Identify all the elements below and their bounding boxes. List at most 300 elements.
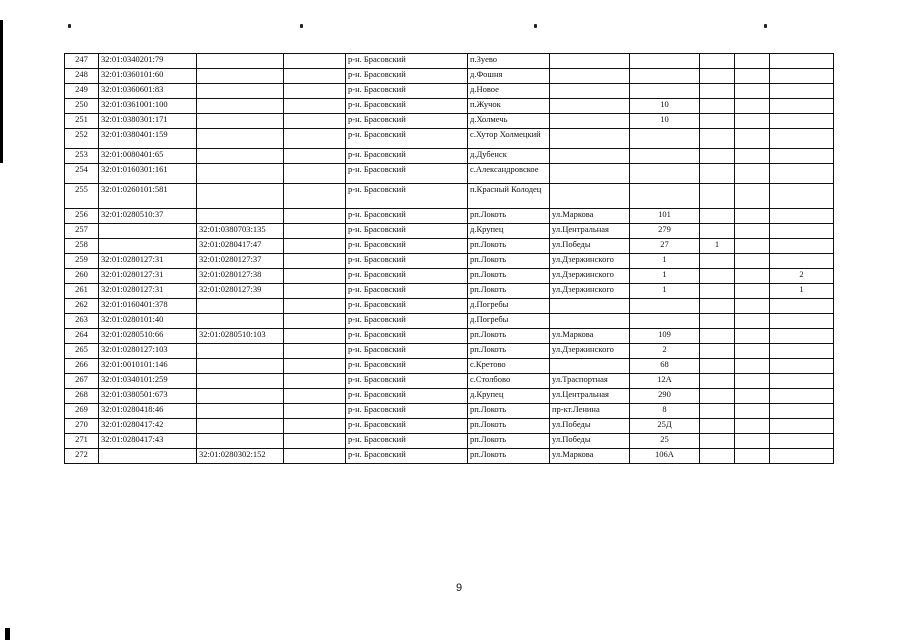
district-cell: р-н. Брасовский <box>346 254 468 269</box>
settlement-cell: с.Столбово <box>468 374 550 389</box>
cadastral-number-cell: 32:01:0280127:31 <box>99 284 197 299</box>
table-row <box>65 374 834 389</box>
street-cell: ул.Маркова <box>550 209 630 224</box>
blank-cell <box>284 149 346 164</box>
settlement-cell: п.Красный Колодец <box>468 184 550 209</box>
row-number-cell: 272 <box>65 449 99 464</box>
extra-col-2-cell <box>735 129 770 149</box>
district-cell: р-н. Брасовский <box>346 69 468 84</box>
row-number-cell: 271 <box>65 434 99 449</box>
house-number-cell: 109 <box>630 329 700 344</box>
row-number-cell: 252 <box>65 129 99 149</box>
district-cell: р-н. Брасовский <box>346 329 468 344</box>
house-number-cell: 27 <box>630 239 700 254</box>
blank-cell <box>284 359 346 374</box>
cadastral-number-cell: 32:01:0380301:171 <box>99 114 197 129</box>
district-cell: р-н. Брасовский <box>346 344 468 359</box>
row-number-cell: 269 <box>65 404 99 419</box>
row-number-cell: 261 <box>65 284 99 299</box>
table-row <box>65 149 834 164</box>
table-row <box>65 344 834 359</box>
settlement-cell: п.Жучок <box>468 99 550 114</box>
district-cell: р-н. Брасовский <box>346 299 468 314</box>
scan-dot <box>68 24 71 28</box>
related-cadastral-cell <box>197 69 284 84</box>
table-row <box>65 164 834 184</box>
extra-col-1-cell <box>700 344 735 359</box>
blank-cell <box>284 329 346 344</box>
table-row <box>65 299 834 314</box>
related-cadastral-cell <box>197 389 284 404</box>
settlement-cell: п.Зуево <box>468 54 550 69</box>
related-cadastral-cell <box>197 54 284 69</box>
extra-col-2-cell <box>735 224 770 239</box>
row-number-cell: 268 <box>65 389 99 404</box>
table-row <box>65 329 834 344</box>
blank-cell <box>284 449 346 464</box>
cadastral-number-cell: 32:01:0010101:146 <box>99 359 197 374</box>
cadastral-number-cell: 32:01:0160301:161 <box>99 164 197 184</box>
table-row <box>65 284 834 299</box>
extra-col-3-cell <box>770 299 834 314</box>
settlement-cell: д.Погребы <box>468 314 550 329</box>
extra-col-1-cell <box>700 149 735 164</box>
extra-col-3-cell <box>770 184 834 209</box>
street-cell: ул.Центральная <box>550 224 630 239</box>
house-number-cell: 1 <box>630 269 700 284</box>
blank-cell <box>284 419 346 434</box>
table-row <box>65 269 834 284</box>
district-cell: р-н. Брасовский <box>346 99 468 114</box>
related-cadastral-cell: 32:01:0280127:38 <box>197 269 284 284</box>
row-number-cell: 263 <box>65 314 99 329</box>
extra-col-3-cell: 1 <box>770 284 834 299</box>
settlement-cell: д.Новое <box>468 84 550 99</box>
extra-col-2-cell <box>735 449 770 464</box>
district-cell: р-н. Брасовский <box>346 114 468 129</box>
row-number-cell: 247 <box>65 54 99 69</box>
district-cell: р-н. Брасовский <box>346 419 468 434</box>
house-number-cell <box>630 299 700 314</box>
street-cell <box>550 164 630 184</box>
settlement-cell: рп.Локоть <box>468 404 550 419</box>
district-cell: р-н. Брасовский <box>346 449 468 464</box>
blank-cell <box>284 284 346 299</box>
settlement-cell: рп.Локоть <box>468 434 550 449</box>
extra-col-1-cell <box>700 224 735 239</box>
blank-cell <box>284 114 346 129</box>
extra-col-3-cell <box>770 434 834 449</box>
extra-col-2-cell <box>735 54 770 69</box>
related-cadastral-cell <box>197 419 284 434</box>
blank-cell <box>284 239 346 254</box>
extra-col-3-cell <box>770 149 834 164</box>
related-cadastral-cell <box>197 404 284 419</box>
house-number-cell: 10 <box>630 114 700 129</box>
related-cadastral-cell <box>197 359 284 374</box>
table-row <box>65 314 834 329</box>
cadastral-number-cell: 32:01:0280510:37 <box>99 209 197 224</box>
row-number-cell: 253 <box>65 149 99 164</box>
cadastral-number-cell <box>99 224 197 239</box>
settlement-cell: д.Погребы <box>468 299 550 314</box>
street-cell: ул.Маркова <box>550 329 630 344</box>
street-cell <box>550 54 630 69</box>
extra-col-2-cell <box>735 254 770 269</box>
cadastral-number-cell: 32:01:0360101:60 <box>99 69 197 84</box>
scan-edge-mark <box>5 628 10 640</box>
row-number-cell: 251 <box>65 114 99 129</box>
house-number-cell: 106А <box>630 449 700 464</box>
house-number-cell: 101 <box>630 209 700 224</box>
house-number-cell <box>630 184 700 209</box>
cadastral-number-cell: 32:01:0280417:43 <box>99 434 197 449</box>
row-number-cell: 259 <box>65 254 99 269</box>
extra-col-1-cell <box>700 69 735 84</box>
house-number-cell: 25Д <box>630 419 700 434</box>
extra-col-2-cell <box>735 314 770 329</box>
extra-col-2-cell <box>735 284 770 299</box>
house-number-cell: 1 <box>630 254 700 269</box>
related-cadastral-cell <box>197 434 284 449</box>
house-number-cell: 1 <box>630 284 700 299</box>
street-cell: ул.Победы <box>550 419 630 434</box>
extra-col-1-cell <box>700 404 735 419</box>
settlement-cell: рп.Локоть <box>468 449 550 464</box>
extra-col-2-cell <box>735 389 770 404</box>
row-number-cell: 270 <box>65 419 99 434</box>
table-row <box>65 449 834 464</box>
street-cell: пр-кт.Ленина <box>550 404 630 419</box>
extra-col-1-cell <box>700 449 735 464</box>
extra-col-1-cell <box>700 419 735 434</box>
extra-col-1-cell <box>700 359 735 374</box>
related-cadastral-cell <box>197 164 284 184</box>
blank-cell <box>284 314 346 329</box>
house-number-cell <box>630 84 700 99</box>
street-cell <box>550 114 630 129</box>
table-row <box>65 114 834 129</box>
related-cadastral-cell <box>197 374 284 389</box>
blank-cell <box>284 404 346 419</box>
district-cell: р-н. Брасовский <box>346 359 468 374</box>
extra-col-1-cell <box>700 164 735 184</box>
district-cell: р-н. Брасовский <box>346 269 468 284</box>
extra-col-2-cell <box>735 344 770 359</box>
house-number-cell <box>630 129 700 149</box>
related-cadastral-cell: 32:01:0280302:152 <box>197 449 284 464</box>
district-cell: р-н. Брасовский <box>346 224 468 239</box>
blank-cell <box>284 164 346 184</box>
extra-col-1-cell: 1 <box>700 239 735 254</box>
extra-col-3-cell <box>770 449 834 464</box>
blank-cell <box>284 389 346 404</box>
settlement-cell: рп.Локоть <box>468 254 550 269</box>
related-cadastral-cell: 32:01:0380703:135 <box>197 224 284 239</box>
extra-col-1-cell <box>700 254 735 269</box>
cadastral-number-cell: 32:01:0380501:673 <box>99 389 197 404</box>
cadastral-number-cell <box>99 239 197 254</box>
scan-dot <box>300 24 303 28</box>
related-cadastral-cell <box>197 314 284 329</box>
extra-col-2-cell <box>735 359 770 374</box>
house-number-cell: 10 <box>630 99 700 114</box>
cadastral-number-cell: 32:01:0280127:31 <box>99 269 197 284</box>
cadastral-number-cell: 32:01:0280101:40 <box>99 314 197 329</box>
house-number-cell: 8 <box>630 404 700 419</box>
table-row <box>65 419 834 434</box>
blank-cell <box>284 269 346 284</box>
cadastral-number-cell: 32:01:0280418:46 <box>99 404 197 419</box>
related-cadastral-cell <box>197 299 284 314</box>
extra-col-2-cell <box>735 114 770 129</box>
table-row <box>65 359 834 374</box>
cadastral-number-cell: 32:01:0340101:259 <box>99 374 197 389</box>
extra-col-3-cell <box>770 129 834 149</box>
street-cell <box>550 184 630 209</box>
settlement-cell: рп.Локоть <box>468 269 550 284</box>
related-cadastral-cell: 32:01:0280417:47 <box>197 239 284 254</box>
blank-cell <box>284 69 346 84</box>
house-number-cell: 25 <box>630 434 700 449</box>
street-cell <box>550 99 630 114</box>
extra-col-3-cell <box>770 54 834 69</box>
district-cell: р-н. Брасовский <box>346 374 468 389</box>
row-number-cell: 250 <box>65 99 99 114</box>
blank-cell <box>284 99 346 114</box>
settlement-cell: д.Фошня <box>468 69 550 84</box>
related-cadastral-cell <box>197 344 284 359</box>
row-number-cell: 265 <box>65 344 99 359</box>
extra-col-2-cell <box>735 329 770 344</box>
cadastral-number-cell: 32:01:0360601:83 <box>99 84 197 99</box>
cadastral-number-cell: 32:01:0260101:581 <box>99 184 197 209</box>
district-cell: р-н. Брасовский <box>346 149 468 164</box>
table-body <box>65 54 834 464</box>
house-number-cell: 279 <box>630 224 700 239</box>
blank-cell <box>284 54 346 69</box>
extra-col-3-cell <box>770 239 834 254</box>
settlement-cell: с.Хутор Холмецкий <box>468 129 550 149</box>
extra-col-2-cell <box>735 419 770 434</box>
related-cadastral-cell: 32:01:0280510:103 <box>197 329 284 344</box>
extra-col-3-cell <box>770 404 834 419</box>
table-row <box>65 389 834 404</box>
extra-col-3-cell <box>770 209 834 224</box>
page-number: 9 <box>456 582 463 594</box>
extra-col-1-cell <box>700 269 735 284</box>
extra-col-1-cell <box>700 209 735 224</box>
extra-col-2-cell <box>735 434 770 449</box>
extra-col-1-cell <box>700 314 735 329</box>
table-row <box>65 184 834 209</box>
blank-cell <box>284 129 346 149</box>
row-number-cell: 266 <box>65 359 99 374</box>
table-row <box>65 54 834 69</box>
district-cell: р-н. Брасовский <box>346 129 468 149</box>
scan-edge-bar <box>0 20 3 163</box>
row-number-cell: 260 <box>65 269 99 284</box>
house-number-cell <box>630 69 700 84</box>
district-cell: р-н. Брасовский <box>346 404 468 419</box>
related-cadastral-cell <box>197 129 284 149</box>
blank-cell <box>284 299 346 314</box>
blank-cell <box>284 84 346 99</box>
table-row <box>65 209 834 224</box>
row-number-cell: 257 <box>65 224 99 239</box>
extra-col-3-cell <box>770 374 834 389</box>
extra-col-3-cell <box>770 114 834 129</box>
blank-cell <box>284 374 346 389</box>
extra-col-2-cell <box>735 404 770 419</box>
street-cell <box>550 359 630 374</box>
district-cell: р-н. Брасовский <box>346 434 468 449</box>
extra-col-3-cell <box>770 359 834 374</box>
street-cell: ул.Дзержинского <box>550 284 630 299</box>
street-cell <box>550 314 630 329</box>
extra-col-1-cell <box>700 84 735 99</box>
settlement-cell: рп.Локоть <box>468 419 550 434</box>
settlement-cell: д.Крупец <box>468 224 550 239</box>
district-cell: р-н. Брасовский <box>346 389 468 404</box>
street-cell: ул.Победы <box>550 239 630 254</box>
street-cell <box>550 84 630 99</box>
row-number-cell: 248 <box>65 69 99 84</box>
extra-col-1-cell <box>700 129 735 149</box>
extra-col-3-cell <box>770 314 834 329</box>
cadastral-number-cell: 32:01:0340201:79 <box>99 54 197 69</box>
extra-col-2-cell <box>735 84 770 99</box>
extra-col-1-cell <box>700 284 735 299</box>
extra-col-3-cell: 2 <box>770 269 834 284</box>
row-number-cell: 255 <box>65 184 99 209</box>
extra-col-2-cell <box>735 209 770 224</box>
house-number-cell: 68 <box>630 359 700 374</box>
street-cell: ул.Центральная <box>550 389 630 404</box>
row-number-cell: 262 <box>65 299 99 314</box>
extra-col-3-cell <box>770 164 834 184</box>
table-row <box>65 69 834 84</box>
street-cell: ул.Траспортная <box>550 374 630 389</box>
extra-col-2-cell <box>735 299 770 314</box>
extra-col-1-cell <box>700 184 735 209</box>
table-row <box>65 129 834 149</box>
row-number-cell: 267 <box>65 374 99 389</box>
table-row <box>65 224 834 239</box>
extra-col-2-cell <box>735 69 770 84</box>
related-cadastral-cell: 32:01:0280127:39 <box>197 284 284 299</box>
extra-col-1-cell <box>700 299 735 314</box>
extra-col-1-cell <box>700 374 735 389</box>
settlement-cell: с.Александровское <box>468 164 550 184</box>
extra-col-2-cell <box>735 99 770 114</box>
house-number-cell <box>630 314 700 329</box>
related-cadastral-cell <box>197 114 284 129</box>
table-row <box>65 404 834 419</box>
street-cell: ул.Победы <box>550 434 630 449</box>
extra-col-3-cell <box>770 389 834 404</box>
house-number-cell <box>630 164 700 184</box>
table-row <box>65 434 834 449</box>
settlement-cell: д.Холмечь <box>468 114 550 129</box>
table-row <box>65 254 834 269</box>
extra-col-3-cell <box>770 419 834 434</box>
extra-col-3-cell <box>770 329 834 344</box>
settlement-cell: с.Кретово <box>468 359 550 374</box>
extra-col-3-cell <box>770 224 834 239</box>
district-cell: р-н. Брасовский <box>346 284 468 299</box>
extra-col-1-cell <box>700 54 735 69</box>
house-number-cell: 2 <box>630 344 700 359</box>
extra-col-2-cell <box>735 239 770 254</box>
extra-col-2-cell <box>735 374 770 389</box>
extra-col-3-cell <box>770 254 834 269</box>
extra-col-1-cell <box>700 99 735 114</box>
house-number-cell: 12А <box>630 374 700 389</box>
cadastral-number-cell: 32:01:0160401:378 <box>99 299 197 314</box>
table-row <box>65 99 834 114</box>
district-cell: р-н. Брасовский <box>346 314 468 329</box>
extra-col-1-cell <box>700 434 735 449</box>
extra-col-2-cell <box>735 184 770 209</box>
district-cell: р-н. Брасовский <box>346 164 468 184</box>
settlement-cell: рп.Локоть <box>468 344 550 359</box>
settlement-cell: рп.Локоть <box>468 329 550 344</box>
settlement-cell: рп.Локоть <box>468 284 550 299</box>
district-cell: р-н. Брасовский <box>346 184 468 209</box>
street-cell: ул.Дзержинского <box>550 344 630 359</box>
scan-dot <box>534 24 537 28</box>
row-number-cell: 256 <box>65 209 99 224</box>
street-cell: ул.Маркова <box>550 449 630 464</box>
cadastral-number-cell: 32:01:0280510:66 <box>99 329 197 344</box>
extra-col-2-cell <box>735 149 770 164</box>
extra-col-3-cell <box>770 344 834 359</box>
cadastral-number-cell: 32:01:0280127:31 <box>99 254 197 269</box>
extra-col-1-cell <box>700 114 735 129</box>
extra-col-3-cell <box>770 84 834 99</box>
cadastral-number-cell: 32:01:0280417:42 <box>99 419 197 434</box>
register-table <box>64 53 834 464</box>
house-number-cell <box>630 149 700 164</box>
blank-cell <box>284 254 346 269</box>
cadastral-number-cell: 32:01:0361001:100 <box>99 99 197 114</box>
table-row <box>65 239 834 254</box>
extra-col-3-cell <box>770 99 834 114</box>
district-cell: р-н. Брасовский <box>346 239 468 254</box>
house-number-cell <box>630 54 700 69</box>
settlement-cell: д.Крупец <box>468 389 550 404</box>
extra-col-1-cell <box>700 329 735 344</box>
extra-col-2-cell <box>735 269 770 284</box>
table-row <box>65 84 834 99</box>
settlement-cell: рп.Локоть <box>468 239 550 254</box>
scan-dot <box>764 24 767 28</box>
cadastral-number-cell: 32:01:0380401:159 <box>99 129 197 149</box>
settlement-cell: д.Дубенск <box>468 149 550 164</box>
row-number-cell: 254 <box>65 164 99 184</box>
street-cell <box>550 69 630 84</box>
row-number-cell: 264 <box>65 329 99 344</box>
related-cadastral-cell <box>197 184 284 209</box>
row-number-cell: 258 <box>65 239 99 254</box>
extra-col-3-cell <box>770 69 834 84</box>
blank-cell <box>284 434 346 449</box>
cadastral-number-cell: 32:01:0080401:65 <box>99 149 197 164</box>
cadastral-number-cell: 32:01:0280127:103 <box>99 344 197 359</box>
blank-cell <box>284 224 346 239</box>
street-cell <box>550 299 630 314</box>
